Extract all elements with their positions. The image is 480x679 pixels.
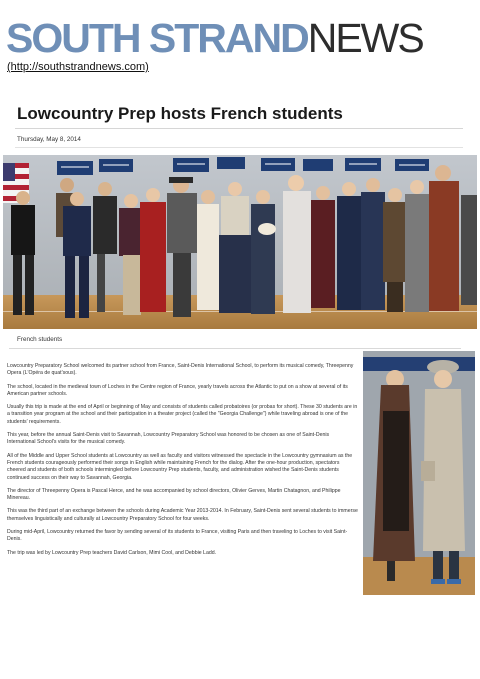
article-paragraph: The trip was led by Lowcountry Prep teachers David Carlson, Mimi Cool, and Debbie Ladd.	[7, 549, 217, 556]
site-url-link[interactable]: (http://southstrandnews.com)	[7, 61, 149, 73]
divider	[15, 128, 463, 129]
article-date: Thursday, May 8, 2014	[17, 136, 81, 143]
article-paragraph: The school, located in the medieval town of Loches in the Centre region of France, yearly travels across the Atlantic to put on a show at several of its American partner schools.	[7, 383, 348, 397]
article-paragraph: The director of Threepenny Opera is Pascal Herce, and he was accompanied by school directors, Olivier Gerves, Martin Chatagnon, and Philippe Minereau.	[7, 487, 341, 502]
article-headline: Lowcountry Prep hosts French students	[17, 104, 343, 123]
article-paragraph: Lowcountry Preparatory School welcomed its partner school from France, Saint-Denis International School, to perform its musical comedy, Threepenny Opera (L'Opéra de quat'sous).	[7, 363, 354, 377]
divider	[15, 147, 463, 148]
group-photo-image	[3, 155, 477, 329]
article-body	[7, 363, 359, 563]
article-paragraph: This was the third part of an exchange between the schools during Academic Year 2013-2014. In February, Saint-Denis sent several students to immerse themselves linguistically and culturally at Lowcountry Preparatory School for four weeks.	[7, 508, 358, 522]
logo-part-news: NEWS	[307, 16, 423, 60]
main-photo	[3, 155, 477, 329]
divider	[9, 348, 461, 349]
article-paragraph: Usually this trip is made at the end of April or beginning of May and consists of students called probatoires (or probas for short). These 30 students are in a transition year program at the school and their participation in a theater project (called the "Georgia Challenge") while traveling abroad is one of the students' requirements.	[7, 404, 358, 425]
masthead-logo	[6, 16, 476, 60]
performers-photo-image	[363, 351, 475, 595]
side-photo	[363, 351, 475, 595]
article-paragraph: During mid-April, Lowcountry returned the favor by sending several of its students to France, visiting Paris and then traveling to Loches to visit Saint-Denis.	[7, 529, 348, 543]
article-paragraph: This year, before the annual Saint-Denis visit to Savannah, Lowcountry Preparatory School was honored to be chosen as one of Saint-Denis International School's visits for the musical comedy.	[7, 432, 330, 446]
photo-caption: French students	[17, 336, 63, 343]
logo-part-south-strand: SOUTH STRAND	[6, 16, 308, 60]
article-paragraph: All of the Middle and Upper School students at Lowcountry as well as faculty and visitors witnessed the spectacle in the Lowcountry gymnasium as the French students courageously performed their songs in English while maintaining French for the dialog. After the one-hour production, spectators cheered and students of both schools intermingled before Lowcountry Prep students, faculty, and administration wished the Saint-Denis students continued success on their way to Savannah, Georgia.	[7, 452, 353, 481]
